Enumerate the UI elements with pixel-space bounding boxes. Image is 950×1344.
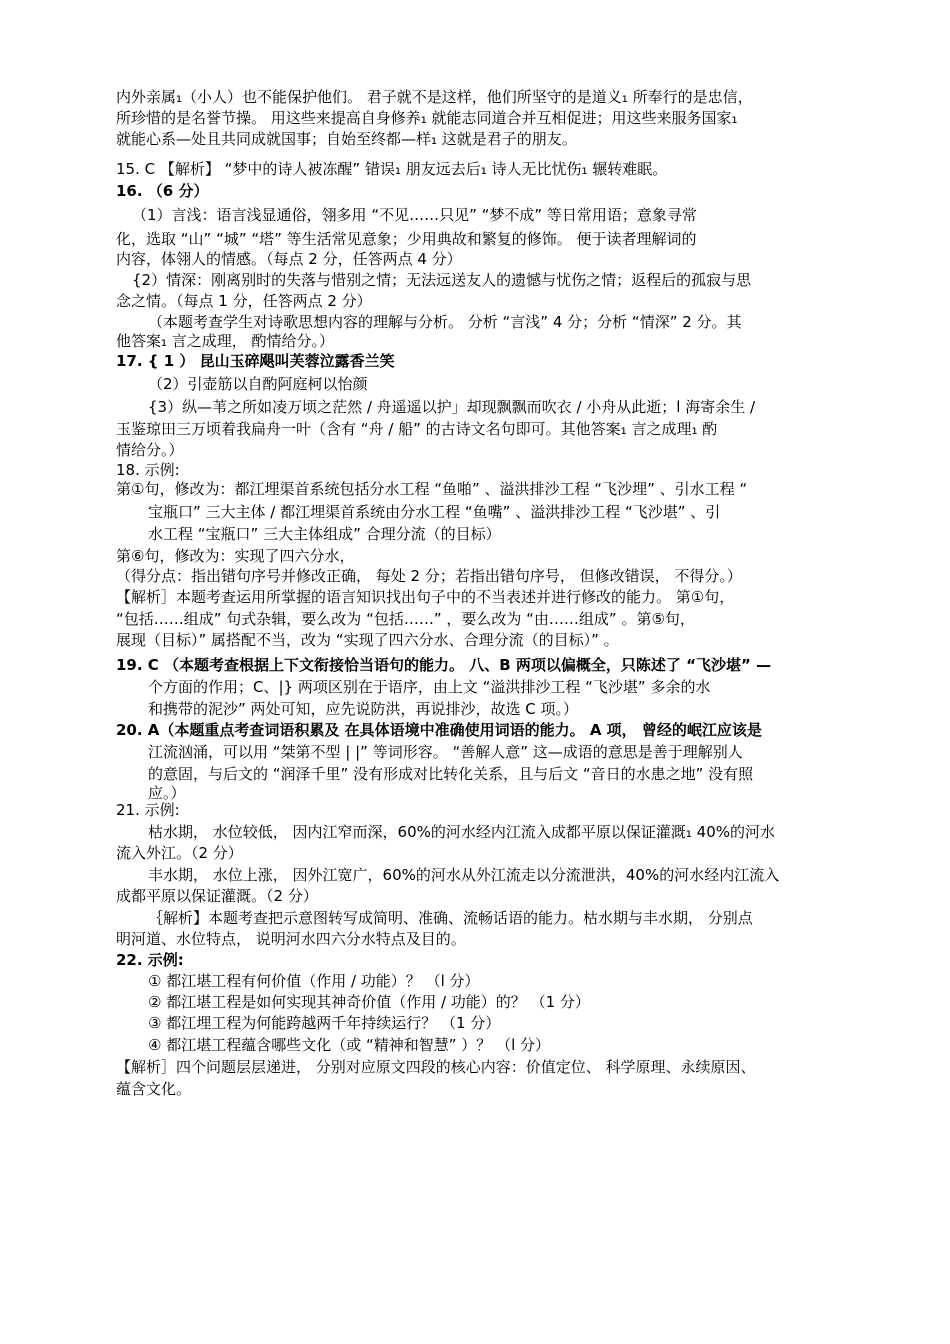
text-line: ｛解析】本题考查把示意图转写成简明、准确、流畅话语的能力。枯水期与丰水期， 分别点 xyxy=(148,909,753,927)
text-line: 丰水期， 水位上涨， 因外江宽广，60%的河水从外江流走以分流泄洪，40%的河水经内江流入 xyxy=(148,866,780,884)
text-line: “包括……组成” 句式杂辑，要么改为 “包括……” ，要么改为 “由……组成” 。第⑤句， xyxy=(116,610,695,628)
text-line: ③ 都江埋工程为何能跨越两千年持续运行？ （1 分） xyxy=(148,1014,501,1032)
text-line: 所珍惜的是名誉节操。 用这些来提高自身修养₁ 就能志同道合并互相促进；用这些来服务国家₁ xyxy=(116,109,738,127)
text-line: 水工程 “宝瓶口” 三大主体组成” 合理分流（的目标） xyxy=(148,525,501,543)
text-line: 化，选取 “山” “城” “塔” 等生活常见意象；少用典故和繁复的修饰。 便于读者理解词的 xyxy=(116,230,697,248)
text-line: 明河道、水位特点， 说明河水四六分水特点及目的。 xyxy=(116,930,466,948)
text-line: 展现（目标）” 属搭配不当，改为 “实现了四六分水、合理分流（的目标）” 。 xyxy=(116,631,619,649)
text-line: 【解析］本题考查运用所掌握的语言知识找出句子中的不当表述并进行修改的能力。 第①句， xyxy=(116,588,735,606)
text-line: {3）纵—苇之所如凌万顷之茫然 / 舟遥遥以护」却现飘飘而吹衣 / 小舟从此逝；l 海寄余生 / xyxy=(148,398,756,416)
text-line: 内外亲属₁（小人）也不能保护他们。 君子就不是这样，他们所坚守的是道义₁ 所奉行的是忠信， xyxy=(116,88,753,106)
text-line: ④ 都江堪工程蕴含哪些文化（或 “精神和智慧” ）？ （l 分） xyxy=(148,1036,550,1054)
text-line: 的意固，与后文的 “润泽千里” 没有形成对比转化关系，且与后文 “音日的水患之地” 没有照 xyxy=(148,765,754,783)
text-line: 枯水期， 水位较低， 因内江窄而深，60%的河水经内江流入成都平原以保证灌溉₁ 40%的河水 xyxy=(148,823,776,841)
text-line: ① 都江堪工程有何价值（作用 / 功能）？ （l 分） xyxy=(148,972,480,990)
text-line: （本题考查学生对诗歌思想内容的理解与分析。 分析 “言浅” 4 分；分析 “情深” 2 分。其 xyxy=(148,313,742,331)
text-line: 内容，体翎人的情感。（每点 2 分，任答两点 4 分） xyxy=(116,250,462,268)
answer-22-heading: 22. 示例: xyxy=(116,951,184,969)
answer-15: 15. C 【解析】 “梦中的诗人被冻醒” 错误₁ 朋友远去后₁ 诗人无比忧伤₁ 辗转难眠。 xyxy=(116,160,668,178)
answer-18-heading: 18. 示例: xyxy=(116,461,180,479)
text-line: （2）引壶筋以自酌阿庭柯以怡颜 xyxy=(148,375,368,393)
text-line: 宝瓶口” 三大主体 / 都江埋渠首系统由分水工程 “鱼嘴” 、溢洪排沙工程 “飞沙堪” 、引 xyxy=(148,503,721,521)
answer-20: 20. A（本题重点考查词语积累及 在具体语境中准确使用词语的能力。 A 项， 曾经的岷江应该是 xyxy=(116,721,762,739)
text-line: 他答案₁ 言之成理， 酌情给分。） xyxy=(116,332,335,350)
text-line: ② 都江堪工程是如何实现其神奇价值（作用 / 功能）的？ （1 分） xyxy=(148,993,590,1011)
text-line: 蕴含文化。 xyxy=(116,1080,192,1098)
text-line: 第⑥句，修改为：实现了四六分水， xyxy=(116,547,355,565)
answer-19: 19. C （本题考查根据上下文衔接恰当语句的能力。 八、B 两项以偏概全，只陈述了 “飞沙堪” — xyxy=(116,656,772,674)
text-line: 成都平原以保证灌溉。（2 分） xyxy=(116,887,318,905)
answer-17-heading: 17. { 1 ） 昆山玉碎飓叫芙蓉泣露香兰笑 xyxy=(116,352,395,370)
text-line: 第①句，修改为：都江埋渠首系统包括分水工程 “鱼啪” 、溢洪排沙工程 “飞沙埋” 、引水工程 “ xyxy=(116,480,748,498)
text-line: （1）言浅：语言浅显通俗，翎多用 “不见……只见” “梦不成” 等日常用语；意象寻常 xyxy=(132,206,697,224)
text-line: 念之情。（每点 1 分，任答两点 2 分） xyxy=(116,292,372,310)
answer-16-heading: 16. （6 分） xyxy=(116,182,209,200)
text-line: 江流汹涌，可以用 “桀第不型 | |” 等词形容。 “善解人意” 这—成语的意思是善于理解别人 xyxy=(148,743,743,761)
text-line: {2）情深：刚离别时的失落与惜别之情；无法远送友人的遗憾与忧伤之情；返程后的孤寂与思 xyxy=(132,271,752,289)
text-line: （得分点：指出错句序号并修改正确， 每处 2 分；若指出错句序号， 但修改错误， 不得分。） xyxy=(116,567,742,585)
text-line: 就能心系—处且共同成就国事；自始至终都—样₁ 这就是君子的朋友。 xyxy=(116,130,577,148)
answer-21-heading: 21. 示例: xyxy=(116,801,180,819)
text-line: 情给分。） xyxy=(116,441,184,459)
text-line: 应。） xyxy=(148,784,186,802)
text-line: 流入外江。（2 分） xyxy=(116,844,243,862)
text-line: 个方面的作用；C、|} 两项区别在于语序，由上文 “溢洪排沙工程 “飞沙堪” 多余的水 xyxy=(148,678,711,696)
text-line: 【解析］四个问题层层递进， 分别对应原文四段的核心内容：价值定位、 科学原理、永续原因、 xyxy=(116,1058,756,1076)
text-line: 和携带的泥沙” 两处可知，应先说防洪，再说排沙，故选 C 项。） xyxy=(148,700,579,718)
text-line: 玉鉴琼田三万顷着我扁舟一叶（含有 “舟 / 船” 的古诗文名句即可。其他答案₁ 言之成理₁ 酌 xyxy=(116,420,718,438)
